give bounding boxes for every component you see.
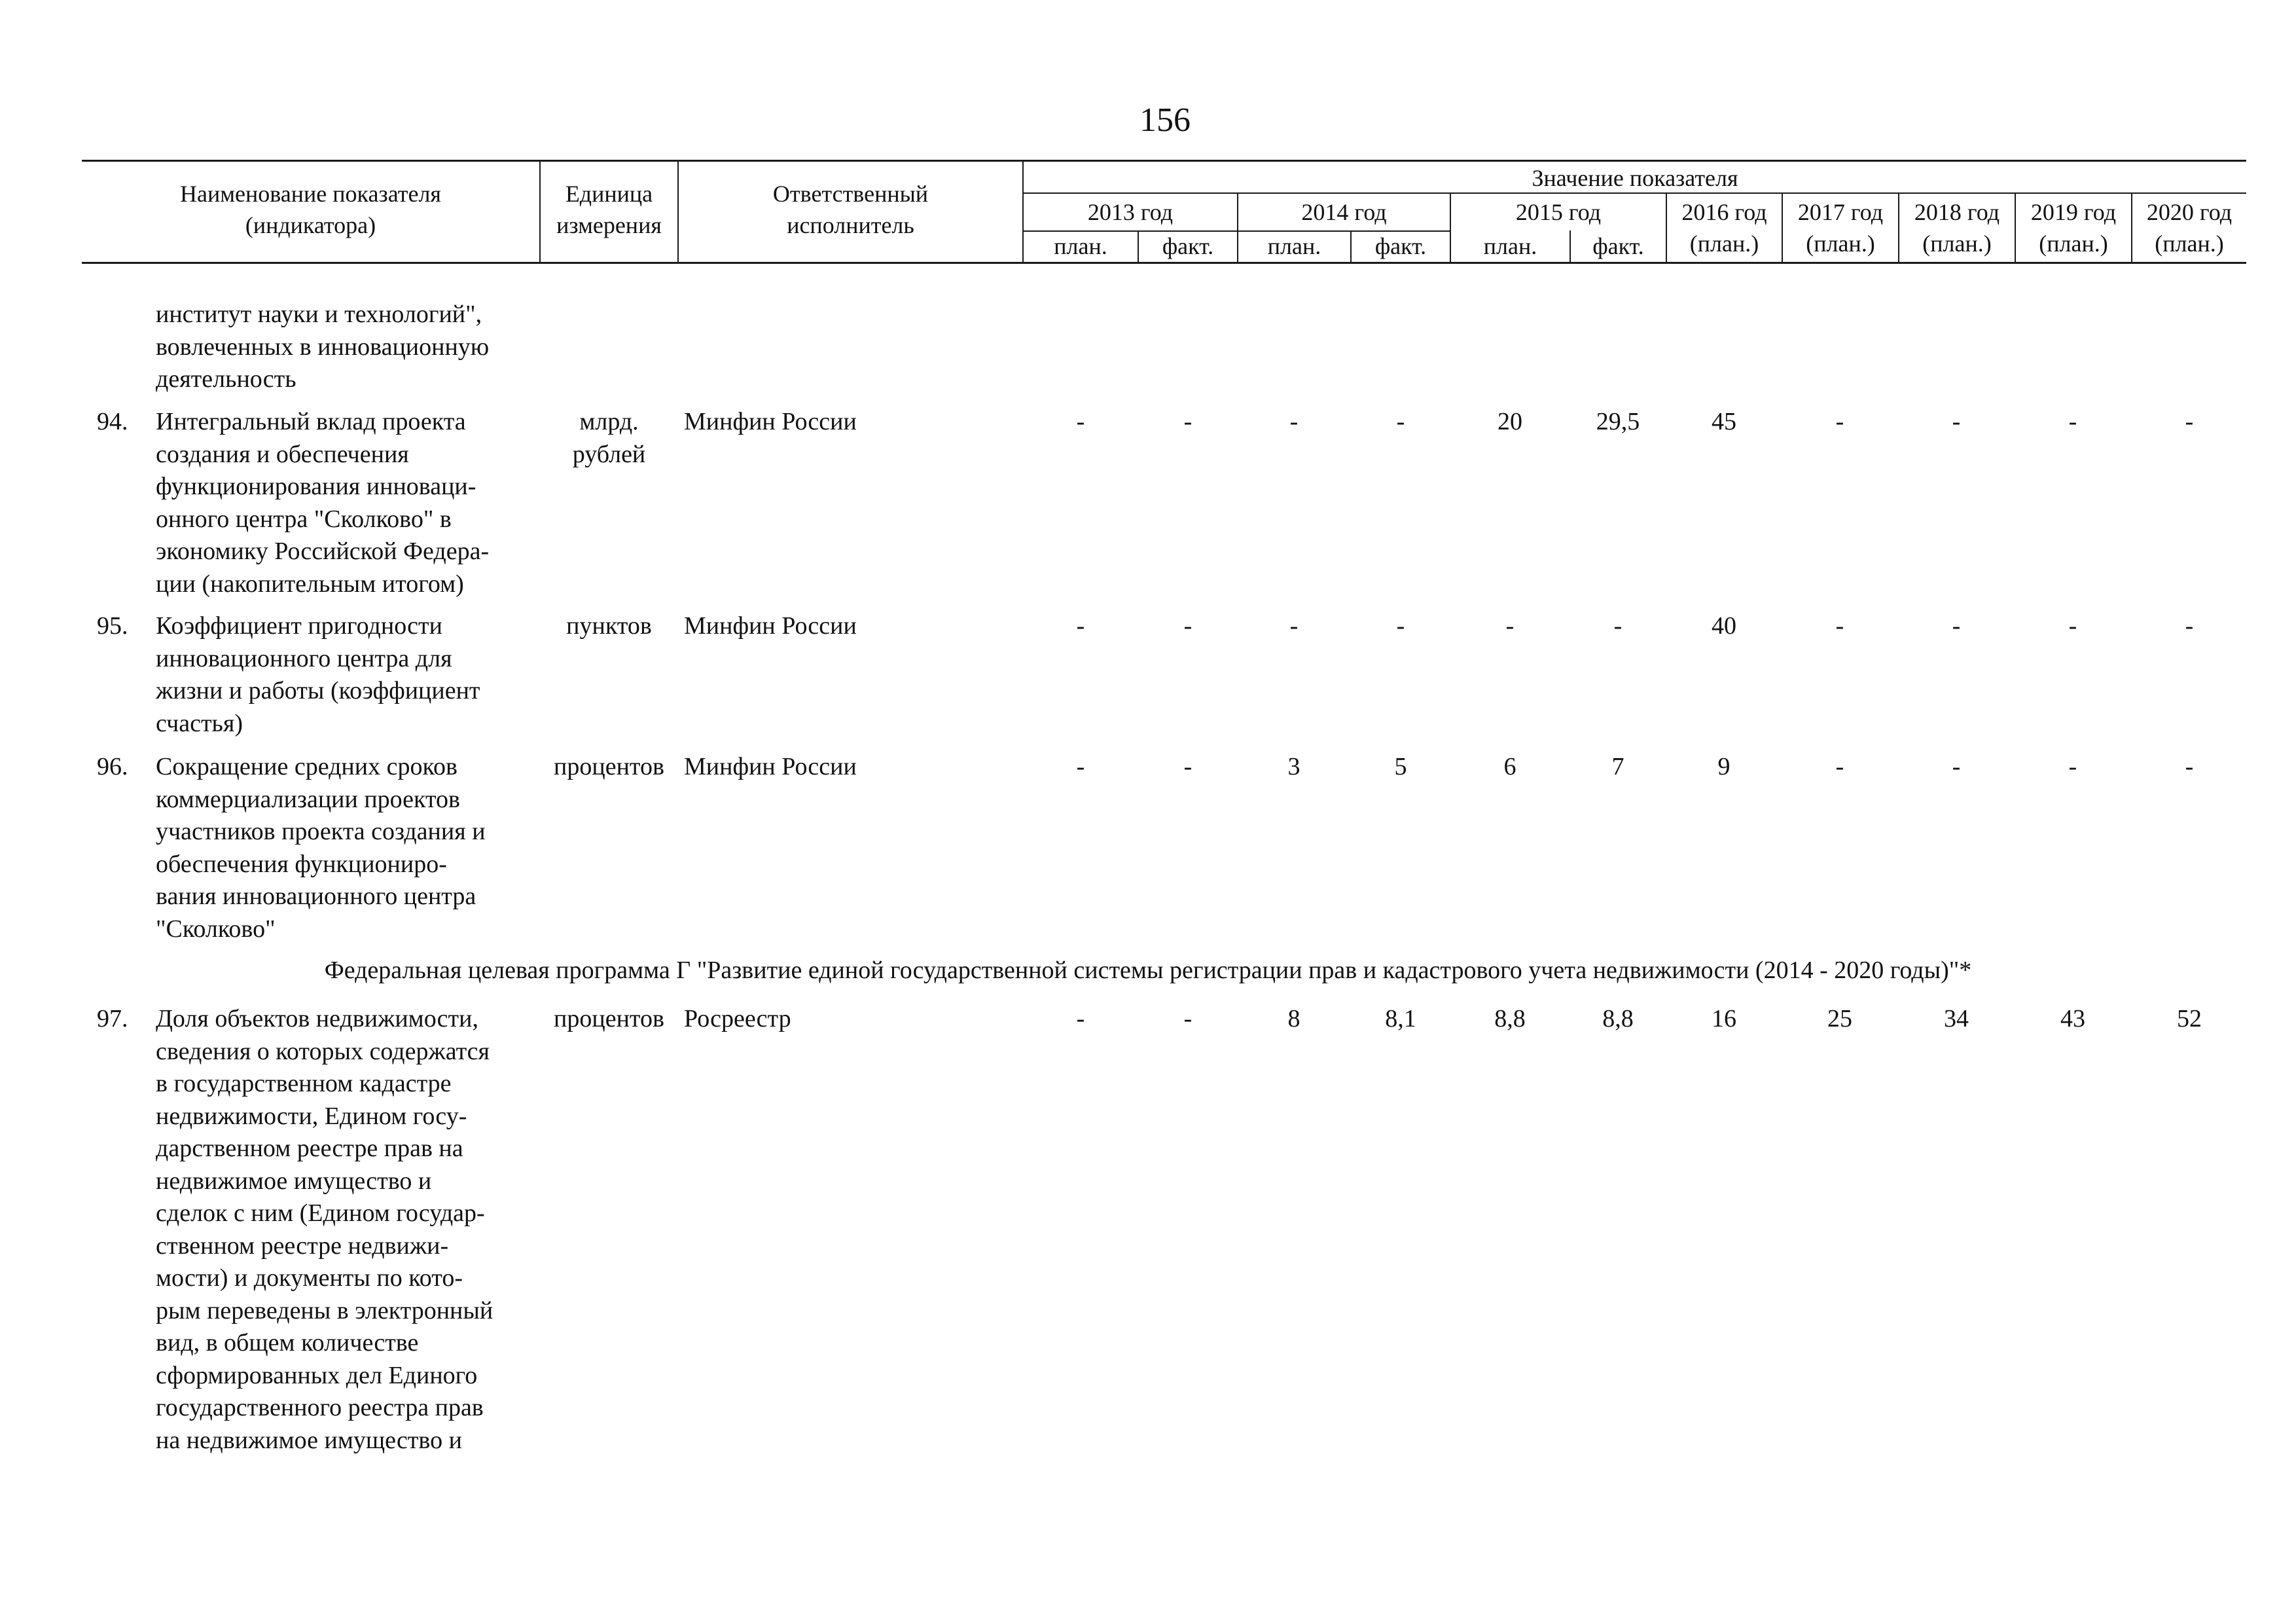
value-cell: - bbox=[1952, 408, 1961, 435]
value-cell: - bbox=[1183, 612, 1193, 640]
value-cell: 40 bbox=[1712, 612, 1736, 640]
value-cell: - bbox=[2068, 408, 2077, 435]
row-name: Коэффициент пригодности инновационного центра для жизни и работы (коэффициент счастья) bbox=[156, 612, 480, 737]
row-executor: Минфин России bbox=[684, 753, 857, 780]
header-top-rule bbox=[82, 160, 2246, 162]
value-cell: - bbox=[1183, 408, 1193, 435]
value-cell: - bbox=[1183, 1005, 1193, 1032]
value-cell: 43 bbox=[2060, 1005, 2085, 1032]
value-cell: - bbox=[1396, 612, 1405, 640]
header-year-2015: 2015 год bbox=[1515, 199, 1602, 225]
value-cell: 8,1 bbox=[1385, 1005, 1416, 1032]
value-cell: 9 bbox=[1717, 753, 1731, 780]
value-cell: 8 bbox=[1287, 1005, 1300, 1032]
value-cell: - bbox=[2185, 612, 2194, 640]
value-cell: - bbox=[2185, 408, 2194, 435]
value-cell: - bbox=[1835, 612, 1844, 640]
value-cell: - bbox=[1076, 753, 1085, 780]
row-number: 96. bbox=[97, 753, 128, 780]
value-cell: 8,8 bbox=[1494, 1005, 1526, 1032]
header-plan-2015: план. bbox=[1483, 233, 1537, 259]
header-fact-2014: факт. bbox=[1374, 233, 1427, 259]
value-cell: 29,5 bbox=[1596, 408, 1640, 435]
value-cell: - bbox=[1505, 612, 1515, 640]
value-cell: - bbox=[1289, 612, 1299, 640]
row-unit: процентов bbox=[554, 1005, 664, 1032]
value-cell: - bbox=[1183, 753, 1193, 780]
value-cell: - bbox=[1835, 753, 1844, 780]
header-year-2018: 2018 год (план.) bbox=[1914, 199, 2000, 257]
row-unit: пунктов bbox=[566, 612, 652, 640]
value-cell: 16 bbox=[1712, 1005, 1736, 1032]
page-number: 156 bbox=[1139, 101, 1191, 139]
value-cell: 25 bbox=[1827, 1005, 1852, 1032]
row-unit: млрд. рублей bbox=[572, 408, 646, 468]
value-cell: 8,8 bbox=[1602, 1005, 1634, 1032]
header-fact-2015: факт. bbox=[1592, 233, 1644, 259]
row-executor: Росреестр bbox=[684, 1005, 791, 1032]
row-executor: Минфин России bbox=[684, 612, 857, 640]
value-cell: - bbox=[2068, 612, 2077, 640]
value-cell: - bbox=[1076, 612, 1085, 640]
value-cell: 34 bbox=[1944, 1005, 1969, 1032]
value-cell: 7 bbox=[1611, 753, 1624, 780]
header-plan-2014: план. bbox=[1267, 233, 1321, 259]
row-name: Интегральный вклад проекта создания и обеспечения функционирования инноваци- онного центра "Сколково" в экономику Российской Федера- ции (накопительным итогом) bbox=[156, 408, 490, 598]
value-cell: - bbox=[2185, 753, 2194, 780]
row-name: Доля объектов недвижимости, сведения о которых содержатся в государственном кадастре недвижимости, Едином госу- дарственном реестре прав на недвижимое имущество и сделок с ним (Едином государ- ственном реестре недвижи- мости) и документы по кото- рым переведены в электронный вид, в общем количестве сформированных дел Единого государственного реестра прав на недвижимое имущество и bbox=[156, 1005, 493, 1454]
header-fact-2013: факт. bbox=[1162, 233, 1214, 259]
value-cell: - bbox=[1076, 408, 1085, 435]
value-cell: 6 bbox=[1503, 753, 1516, 780]
row-executor: Минфин России bbox=[684, 408, 857, 435]
header-year-2014: 2014 год bbox=[1301, 199, 1387, 225]
value-cell: - bbox=[1835, 408, 1844, 435]
value-cell: - bbox=[1613, 612, 1623, 640]
value-cell: 45 bbox=[1712, 408, 1736, 435]
continued-row-name: институт науки и технологий", вовлеченных в инновационную деятельность bbox=[156, 301, 490, 393]
section-title: Федеральная целевая программа Г "Развитие единой государственной системы регистрации прав и кадастрового учета недвижимости (2014 - 2020 годы)"* bbox=[324, 957, 1972, 984]
value-cell: - bbox=[1396, 408, 1405, 435]
row-name: Сокращение средних сроков коммерциализации проектов участников проекта создания и обеспечения функциониро- вания инновационного центра "Сколково" bbox=[156, 753, 486, 943]
row-unit: процентов bbox=[554, 753, 664, 780]
header-year-2016: 2016 год (план.) bbox=[1681, 199, 1767, 257]
header-executor-label: Ответственный исполнитель bbox=[772, 181, 929, 238]
header-unit-label: Единица измерения bbox=[556, 181, 662, 238]
row-number: 95. bbox=[97, 612, 128, 640]
row-number: 94. bbox=[97, 408, 128, 435]
header-year-2017: 2017 год (план.) bbox=[1797, 199, 1884, 257]
header-year-2019: 2019 год (план.) bbox=[2030, 199, 2117, 257]
header-year-2013: 2013 год bbox=[1087, 199, 1174, 225]
value-cell: 3 bbox=[1287, 753, 1300, 780]
value-cell: 20 bbox=[1498, 408, 1522, 435]
header-values-title: Значение показателя bbox=[1532, 165, 1738, 191]
row-number: 97. bbox=[97, 1005, 128, 1032]
value-cell: - bbox=[1289, 408, 1299, 435]
value-cell: - bbox=[1952, 612, 1961, 640]
header-plan-2013: план. bbox=[1054, 233, 1107, 259]
value-cell: - bbox=[1076, 1005, 1085, 1032]
header-bottom-rule bbox=[82, 262, 2246, 264]
value-cell: 5 bbox=[1394, 753, 1407, 780]
header-name-label: Наименование показателя (индикатора) bbox=[180, 181, 441, 238]
header-year-2020: 2020 год (план.) bbox=[2146, 199, 2233, 257]
value-cell: 52 bbox=[2177, 1005, 2202, 1032]
value-cell: - bbox=[2068, 753, 2077, 780]
value-cell: - bbox=[1952, 753, 1961, 780]
